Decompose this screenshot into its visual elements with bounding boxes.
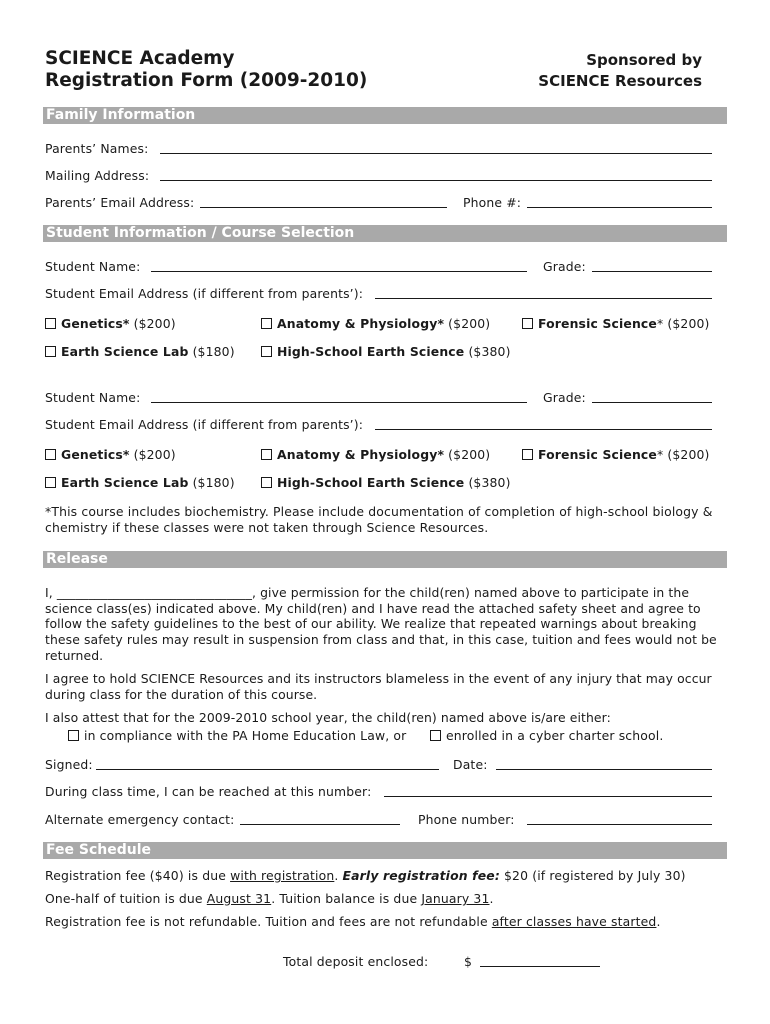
form-title-line2: Registration Form (2009-2010) [45,70,368,91]
checkbox[interactable] [430,730,441,741]
checkbox[interactable] [261,318,272,329]
course-name: High-School Earth Science [277,475,465,490]
course-name: Earth Science Lab [61,475,189,490]
checkbox[interactable] [45,477,56,488]
student-info-heading: Student Information / Course Selection [43,225,727,242]
class-time-phone-field[interactable] [384,796,712,797]
student2-course-earth-lab[interactable] [45,475,235,490]
course-name: High-School Earth Science [277,344,465,359]
student2-name-field[interactable] [151,402,527,403]
total-deposit-label: Total deposit enclosed: [283,954,429,969]
student1-email-label: Student Email Address (if different from parents’): [45,286,364,301]
checkbox[interactable] [261,477,272,488]
fee-line-refund [45,914,661,929]
fee-text: $20 (if registered by July 30) [499,868,686,883]
release-paragraph-1 [45,585,725,664]
student1-course-anatomy[interactable] [261,316,490,331]
mailing-address-field[interactable] [160,180,712,181]
option-label: in compliance with the PA Home Education Law, or [84,728,407,743]
checkbox[interactable] [261,449,272,460]
course-price: * ($200) [656,447,710,462]
fee-text: . [489,891,494,906]
release-heading: Release [43,551,727,568]
dollar-sign: $ [464,954,473,969]
student1-email-field[interactable] [375,298,712,299]
course-price: ($180) [192,475,235,490]
date-field[interactable] [496,769,712,770]
checkbox[interactable] [45,449,56,460]
fee-line-tuition [45,891,494,906]
course-price: ($200) [133,316,176,331]
release-p1-text: , give permission for the child(ren) named above to participate in the science class(es) indicated above. My child(ren) and I have read the attached safety sheet and agree to follow the safety guidelines to the best of our ability. We realize that repeated warnings about breaking these safety rules may result in suspension from class and that, in this case, tuition and fees would not be returned. [45,585,717,663]
course-name: Earth Science Lab [61,344,189,359]
course-price: ($200) [448,316,491,331]
mailing-address-label: Mailing Address: [45,168,150,183]
total-deposit-field[interactable] [480,966,600,967]
student1-course-forensic[interactable] [522,316,710,331]
course-price: ($380) [468,344,511,359]
student2-course-forensic[interactable] [522,447,710,462]
fee-underlined: with registration [230,868,335,883]
family-info-heading: Family Information [43,107,727,124]
checkbox[interactable] [68,730,79,741]
course-price: * ($200) [656,316,710,331]
student1-name-label: Student Name: [45,259,141,274]
student2-email-label: Student Email Address (if different from parents’): [45,417,364,432]
student1-name-field[interactable] [151,271,527,272]
release-p1-prefix: I, [45,585,57,600]
student2-course-genetics[interactable] [45,447,176,462]
student1-course-earth-lab[interactable] [45,344,235,359]
release-paragraph-3: I also attest that for the 2009-2010 school year, the child(ren) named above is/are either: [45,710,611,725]
course-name: Forensic Science [538,316,657,331]
fee-underlined: after classes have started [491,914,657,929]
fee-text: One-half of tuition is due [45,891,207,906]
fee-text: Registration fee is not refundable. Tuition and fees are not refundable [45,914,492,929]
sponsor-line2: SCIENCE Resources [538,72,702,90]
alt-phone-field[interactable] [527,824,712,825]
phone-field[interactable] [527,207,712,208]
parents-names-label: Parents’ Names: [45,141,149,156]
checkbox[interactable] [45,318,56,329]
student1-grade-field[interactable] [592,271,712,272]
course-price: ($380) [468,475,511,490]
form-title-line1: SCIENCE Academy [45,48,235,69]
fee-line-registration [45,868,686,883]
signature-field[interactable] [96,769,439,770]
release-paragraph-2: I agree to hold SCIENCE Resources and its instructors blameless in the event of any injury that may occur during class for the duration of this course. [45,671,712,702]
student2-name-label: Student Name: [45,390,141,405]
course-name: Anatomy & Physiology* [277,447,445,462]
course-footnote-line2: chemistry if these classes were not taken through Science Resources. [45,520,489,535]
student2-email-field[interactable] [375,429,712,430]
course-footnote-line1: *This course includes biochemistry. Please include documentation of completion of high-school biology & [45,504,713,519]
release-option-home-ed[interactable] [68,728,406,743]
course-price: ($200) [133,447,176,462]
fee-text: Registration fee ($40) is due [45,868,231,883]
student2-grade-label: Grade: [543,390,586,405]
alt-contact-label: Alternate emergency contact: [45,812,235,827]
fee-text: . Tuition balance is due [271,891,422,906]
checkbox[interactable] [261,346,272,357]
parents-email-field[interactable] [200,207,447,208]
student2-course-anatomy[interactable] [261,447,490,462]
course-price: ($180) [192,344,235,359]
checkbox[interactable] [522,449,533,460]
release-option-cyber[interactable] [430,728,663,743]
phone-label: Phone #: [463,195,522,210]
student1-grade-label: Grade: [543,259,586,274]
checkbox[interactable] [522,318,533,329]
course-price: ($200) [448,447,491,462]
option-label: enrolled in a cyber charter school. [446,728,664,743]
alt-phone-label: Phone number: [418,812,515,827]
student1-course-genetics[interactable] [45,316,176,331]
date-label: Date: [453,757,488,772]
checkbox[interactable] [45,346,56,357]
student2-course-hs-earth[interactable] [261,475,511,490]
course-name: Forensic Science [538,447,657,462]
course-name: Anatomy & Physiology* [277,316,445,331]
fee-date-jan: January 31 [421,891,490,906]
signed-label: Signed: [45,757,93,772]
early-fee-label: Early registration fee: [342,868,500,883]
fee-date-aug: August 31 [206,891,272,906]
alt-contact-field[interactable] [240,824,400,825]
student1-course-hs-earth[interactable] [261,344,511,359]
student2-grade-field[interactable] [592,402,712,403]
course-name: Genetics* [61,316,130,331]
class-time-phone-label: During class time, I can be reached at this number: [45,784,372,799]
release-name-blank[interactable]: _______________________________ [56,585,252,600]
sponsor-line1: Sponsored by [586,51,702,69]
course-name: Genetics* [61,447,130,462]
fee-text: . [334,868,343,883]
parents-email-label: Parents’ Email Address: [45,195,195,210]
parents-names-field[interactable] [160,153,712,154]
fee-text: . [656,914,661,929]
fee-schedule-heading: Fee Schedule [43,842,727,859]
